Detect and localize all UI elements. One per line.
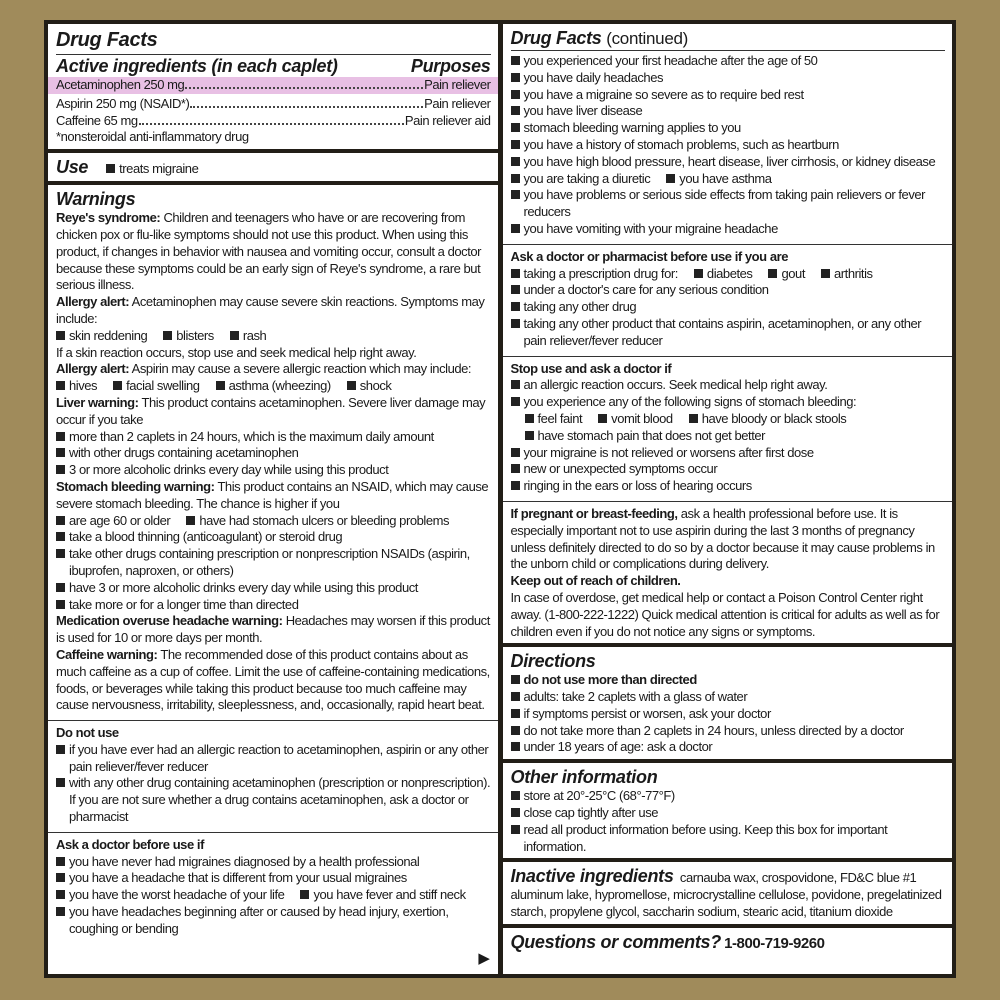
list-item-text: have bloody or black stools: [701, 410, 847, 426]
list-item: [511, 394, 946, 411]
warnings-heading: Warnings: [56, 189, 136, 210]
bullet-icon: [56, 873, 65, 882]
list-item: [56, 513, 170, 530]
list-item-text: do not use more than directed: [523, 672, 697, 688]
paragraph-lead: Medication overuse headache warning:: [56, 613, 283, 629]
list-item: [511, 377, 946, 394]
inline-list: [56, 887, 491, 904]
bullet-icon: [511, 448, 520, 457]
list-item-text: take other drugs containing prescription or nonprescription NSAIDs (aspirin, ibuprofen, naproxen, or others): [69, 546, 470, 578]
ingredient-purpose: Pain reliever: [424, 95, 491, 111]
other-information-content: [511, 788, 946, 855]
list-item-text: taking a prescription drug for:: [523, 265, 678, 281]
subsection-heading: Ask a doctor before use if: [48, 832, 498, 854]
list-item: [525, 411, 583, 428]
bullet-icon: [511, 90, 520, 99]
bullet-icon: [689, 414, 698, 423]
list-item-text: with other drugs containing acetaminophen: [69, 445, 299, 461]
inactive-ingredients-section: [503, 862, 953, 924]
paragraph-lead: Stomach bleeding warning:: [56, 478, 215, 494]
other-information-section: [503, 763, 953, 858]
list-item: [511, 171, 651, 188]
list-item: [511, 70, 946, 87]
list-item-text: if you have ever had an allergic reaction to acetaminophen, aspirin or any other pain reliever/fever reducer: [69, 741, 489, 774]
bullet-icon: [821, 269, 830, 278]
list-item-text: you have asthma: [679, 170, 772, 186]
paragraph-lead: Liver warning:: [56, 394, 139, 410]
bullet-icon: [230, 331, 239, 340]
ingredient-list: [56, 77, 491, 129]
list-item-text: under a doctor's care for any serious condition: [523, 282, 769, 298]
bullet-icon: [511, 481, 520, 490]
list-item: [113, 378, 199, 395]
bullet-icon: [56, 432, 65, 441]
warnings-content: [56, 210, 491, 937]
list-item: [666, 171, 771, 188]
left-column: [48, 24, 498, 974]
list-item-text: stomach bleeding warning applies to you: [523, 120, 741, 136]
use-item-text: treats migraine: [119, 161, 199, 177]
inline-list: [511, 266, 946, 283]
ingredient-name: Acetaminophen 250 mg: [56, 77, 185, 92]
bullet-icon: [511, 742, 520, 751]
list-item: [511, 221, 946, 238]
list-item-text: taking any other drug: [523, 299, 637, 315]
list-item-text: are age 60 or older: [69, 512, 171, 528]
bullet-icon: [56, 549, 65, 558]
paragraph: [511, 590, 946, 640]
list-item-text: you experienced your first headache after the age of 50: [523, 53, 818, 68]
list-item-text: you have fever and stiff neck: [313, 887, 466, 903]
list-item: [56, 904, 491, 938]
bullet-icon: [56, 600, 65, 609]
list-item-text: your migraine is not relieved or worsens after first dose: [523, 444, 814, 460]
list-item-text: have had stomach ulcers or bleeding problems: [199, 512, 450, 528]
subsection-heading: Stop use and ask a doctor if: [503, 356, 953, 378]
directions-content: [511, 672, 946, 756]
list-item: [768, 266, 805, 283]
bullet-icon: [56, 857, 65, 866]
paragraph-lead: Allergy alert:: [56, 361, 130, 377]
paragraph-text: Headaches may worsen if this product is used for 10 or more days per month.: [56, 613, 490, 646]
paragraph-text: The recommended dose of this product contains about as much caffeine as a cup of coffee. Limit the use of caffeine-containing medications, foods, or beverages while taking this product because too much caffeine may cause nervousness, irritability, sleeplessness, and, occasionally, rapid heart beat.: [56, 646, 490, 713]
list-item: [511, 154, 946, 171]
list-item: [525, 428, 766, 445]
list-item: [511, 120, 946, 137]
list-item-text: skin reddening: [69, 327, 148, 343]
list-item: [511, 316, 946, 350]
list-item: [511, 706, 946, 723]
bullet-icon: [511, 726, 520, 735]
paragraph: [56, 613, 491, 647]
bullet-icon: [511, 397, 520, 406]
questions-section: [503, 928, 953, 974]
list-item: [56, 854, 491, 871]
list-item: [511, 822, 946, 856]
bullet-icon: [511, 825, 520, 834]
list-item-text: have stomach pain that does not get better: [537, 427, 766, 443]
list-item-text: you have a headache that is different from your usual migraines: [69, 870, 407, 886]
list-item: [511, 266, 678, 283]
bullet-icon: [511, 791, 520, 800]
list-item: [56, 597, 491, 614]
dot-leader: [190, 106, 423, 108]
list-item: [511, 445, 946, 462]
paragraph-text: ask a health professional before use. It is especially important not to use aspirin during the last 3 months of pregnancy unless definitely directed to do so by a doctor because it may cause problems in the unborn child or complications during delivery.: [510, 505, 935, 572]
paragraph-lead: Caffeine warning:: [56, 646, 158, 662]
bullet-icon: [56, 465, 65, 474]
list-item: [347, 378, 392, 395]
list-item: [56, 445, 491, 462]
ingredient-purpose: Pain reliever: [424, 77, 491, 92]
list-item: [511, 299, 946, 316]
dot-leader: [185, 87, 423, 89]
list-item-text: take more or for a longer time than directed: [69, 596, 299, 612]
bullet-icon: [511, 675, 520, 684]
list-item-text: with any other drug containing acetaminophen (prescription or nonprescription). If you are not sure whether a drug contains acetaminophen, ask a doctor or pharmacist: [69, 775, 491, 825]
list-item-text: asthma (wheezing): [228, 378, 331, 394]
bullet-icon: [511, 56, 520, 65]
ingredient-row: [48, 77, 498, 94]
drug-facts-title: Drug Facts: [56, 29, 158, 51]
paragraph: [511, 573, 946, 590]
subsection-heading: Ask a doctor or pharmacist before use if you are: [503, 244, 953, 266]
continued-title: [511, 27, 946, 51]
bullet-icon: [216, 381, 225, 390]
bullet-icon: [186, 516, 195, 525]
list-item-text: vomit blood: [611, 410, 673, 426]
use-item: [106, 161, 198, 178]
paragraph: [56, 294, 491, 328]
questions-heading: Questions or comments?: [510, 932, 721, 953]
bullet-icon: [768, 269, 777, 278]
list-item-text: adults: take 2 caplets with a glass of water: [523, 689, 748, 705]
use-section: [48, 153, 498, 181]
paragraph-text: In case of overdose, get medical help or contact a Poison Control Center right away. (1-800-222-1222) Quick medical attention is critical for adults as well as for children even if you do not notice any signs or symptoms.: [510, 589, 940, 639]
footnote: *nonsteroidal anti-inflammatory drug: [56, 129, 249, 145]
list-item: [56, 529, 491, 546]
dot-leader: [139, 123, 404, 125]
bullet-icon: [525, 414, 534, 423]
inline-list: [56, 328, 491, 345]
ingredient-row: [56, 113, 491, 130]
inactive-ingredients-text: carnauba wax, crospovidone, FD&C blue #1 aluminum lake, hypromellose, microcrystalline cellulose, povidone, pregelatinized starch, propylene glycol, saccharin sodium, stearic acid, titanium dioxide: [510, 870, 942, 920]
bullet-icon: [511, 319, 520, 328]
continue-arrow-icon: ▶: [478, 950, 490, 968]
list-item: [511, 672, 946, 689]
list-item-text: arthritis: [834, 265, 873, 281]
inline-list: [56, 378, 491, 395]
drug-facts-panel: [44, 20, 956, 978]
list-item-text: you have daily headaches: [523, 69, 664, 85]
list-item: [821, 266, 873, 283]
list-item-text: feel faint: [537, 410, 583, 426]
bullet-icon: [106, 164, 115, 173]
subsection-heading: Do not use: [48, 720, 498, 742]
bullet-icon: [56, 583, 65, 592]
list-item: [598, 411, 673, 428]
list-item-text: you have a history of stomach problems, such as heartburn: [523, 136, 839, 152]
phone-number[interactable]: 1-800-719-9260: [724, 935, 825, 953]
paragraph-text: Acetaminophen may cause severe skin reactions. Symptoms may include:: [56, 294, 485, 326]
list-item-text: you have vomiting with your migraine headache: [523, 220, 778, 236]
list-item-text: under 18 years of age: ask a doctor: [523, 739, 713, 755]
list-item-text: an allergic reaction occurs. Seek medical help right away.: [523, 377, 828, 393]
list-item-text: if symptoms persist or worsen, ask your doctor: [523, 705, 771, 721]
list-item-text: take a blood thinning (anticoagulant) or steroid drug: [69, 529, 343, 545]
paragraph-lead: Keep out of reach of children.: [510, 573, 681, 589]
paragraph-lead: Reye's syndrome:: [56, 210, 161, 226]
bullet-icon: [598, 414, 607, 423]
ingredient-name: Aspirin 250 mg (NSAID*): [56, 95, 190, 111]
list-item-text: you have never had migraines diagnosed by a health professional: [69, 853, 420, 869]
bullet-icon: [56, 907, 65, 916]
list-item: [56, 580, 491, 597]
list-item: [56, 887, 284, 904]
list-item: [511, 788, 946, 805]
list-item: [56, 546, 491, 580]
bullet-icon: [511, 380, 520, 389]
ingredient-purpose: Pain reliever aid: [404, 112, 491, 128]
paragraph-text: Children and teenagers who have or are recovering from chicken pox or flu-like symptoms should not use this product. When using this product, if changes in behavior with nausea and vomiting occur, consult a doctor because these symptoms could be an early sign of Reye's syndrome, a rare but serious illness.: [56, 210, 482, 293]
other-information-heading: Other information: [510, 767, 658, 788]
list-item: [56, 328, 147, 345]
bullet-icon: [511, 140, 520, 149]
list-item: [511, 461, 946, 478]
bullet-icon: [511, 692, 520, 701]
paragraph-lead: If pregnant or breast-feeding,: [510, 505, 678, 521]
list-item-text: you are taking a diuretic: [523, 170, 651, 186]
bullet-icon: [511, 302, 520, 311]
paragraph: [56, 479, 491, 513]
bullet-icon: [666, 174, 675, 183]
purposes-heading: Purposes: [410, 56, 491, 76]
bullet-icon: [511, 73, 520, 82]
inline-list: [56, 513, 491, 530]
bullet-icon: [511, 808, 520, 817]
inline-list: [511, 428, 946, 445]
inactive-ingredients-heading: Inactive ingredients: [510, 866, 674, 887]
paragraph-lead: Allergy alert:: [56, 294, 130, 310]
list-item: [230, 328, 267, 345]
ingredient-name: Caffeine 65 mg: [56, 112, 138, 128]
bullet-icon: [511, 269, 520, 278]
list-item: [216, 378, 331, 395]
list-item: [186, 513, 449, 530]
list-item: [511, 187, 946, 221]
list-item: [511, 87, 946, 104]
list-item: [300, 887, 465, 904]
list-item-text: ringing in the ears or loss of hearing occurs: [523, 478, 752, 494]
continued-label: (continued): [606, 29, 688, 48]
list-item: [694, 266, 753, 283]
bullet-icon: [694, 269, 703, 278]
list-item-text: read all product information before using. Keep this box for important information.: [523, 821, 888, 854]
active-ingredients-heading: Active ingredients (in each caplet): [56, 56, 338, 76]
bullet-icon: [347, 381, 356, 390]
list-item-text: rash: [242, 327, 267, 343]
list-item-text: do not take more than 2 caplets in 24 hours, unless directed by a doctor: [523, 722, 904, 738]
list-item-text: you have a migraine so severe as to require bed rest: [523, 86, 804, 102]
bullet-icon: [511, 224, 520, 233]
bullet-icon: [56, 745, 65, 754]
paragraph: [511, 506, 946, 573]
bullet-icon: [300, 890, 309, 899]
active-ingredients-section: [48, 24, 498, 149]
list-item-text: new or unexpected symptoms occur: [523, 461, 718, 477]
bullet-icon: [511, 106, 520, 115]
bullet-icon: [511, 285, 520, 294]
inline-list: [511, 411, 946, 428]
bullet-icon: [56, 448, 65, 457]
list-item: [511, 103, 946, 120]
bullet-icon: [511, 709, 520, 718]
list-item: [511, 137, 946, 154]
use-heading: Use: [56, 157, 89, 178]
directions-heading: Directions: [510, 651, 596, 672]
list-item: [511, 805, 946, 822]
list-item-text: shock: [359, 378, 392, 394]
bullet-icon: [511, 174, 520, 183]
bullet-icon: [56, 381, 65, 390]
bullet-icon: [511, 157, 520, 166]
list-item: [56, 775, 491, 825]
list-item: [56, 429, 491, 446]
list-item-text: 3 or more alcoholic drinks every day while using this product: [69, 462, 389, 478]
bullet-icon: [56, 331, 65, 340]
list-item-text: facial swelling: [126, 378, 200, 394]
list-item-text: you have problems or serious side effects from taking pain relievers or fever reducers: [523, 187, 926, 220]
continued-section: [503, 24, 953, 643]
list-item: [689, 411, 847, 428]
paragraph-text: Aspirin may cause a severe allergic reaction which may include:: [131, 361, 472, 377]
directions-section: [503, 647, 953, 759]
paragraph-text: This product contains an NSAID, which may cause severe stomach bleeding. The chance is higher if you: [56, 478, 489, 511]
paragraph: [56, 210, 491, 294]
paragraph: [56, 345, 491, 362]
bullet-icon: [511, 464, 520, 473]
bullet-icon: [56, 778, 65, 787]
list-item-text: blisters: [176, 327, 214, 343]
right-column: [503, 24, 953, 974]
list-item: [56, 462, 491, 479]
bullet-icon: [525, 431, 534, 440]
paragraph-text: If a skin reaction occurs, stop use and seek medical help right away.: [56, 344, 417, 360]
list-item: [511, 53, 946, 70]
bullet-icon: [511, 123, 520, 132]
ingredient-row: [56, 96, 491, 113]
bullet-icon: [511, 190, 520, 199]
bullet-icon: [113, 381, 122, 390]
list-item: [56, 742, 491, 776]
list-item-text: gout: [781, 265, 805, 281]
paragraph: [56, 647, 491, 714]
list-item: [163, 328, 214, 345]
continued-content: [511, 53, 946, 640]
bullet-icon: [56, 532, 65, 541]
list-item-text: hives: [69, 378, 98, 394]
list-item-text: you have high blood pressure, heart disease, liver cirrhosis, or kidney disease: [523, 153, 936, 169]
list-item: [511, 282, 946, 299]
paragraph: [56, 361, 491, 378]
list-item: [511, 739, 946, 756]
paragraph: [56, 395, 491, 429]
list-item: [56, 870, 491, 887]
list-item-text: have 3 or more alcoholic drinks every day while using this product: [69, 579, 418, 595]
list-item-text: more than 2 caplets in 24 hours, which is the maximum daily amount: [69, 428, 434, 444]
warnings-section: [48, 185, 498, 974]
list-item: [511, 689, 946, 706]
bullet-icon: [56, 890, 65, 899]
list-item: [511, 723, 946, 740]
list-item: [511, 478, 946, 495]
list-item-text: you have the worst headache of your life: [69, 887, 285, 903]
bullet-icon: [163, 331, 172, 340]
list-item-text: you have liver disease: [523, 103, 643, 119]
list-item-text: close cap tightly after use: [523, 805, 659, 821]
bullet-icon: [56, 516, 65, 525]
list-item-text: taking any other product that contains aspirin, acetaminophen, or any other pain reliever/fever reducer: [523, 315, 922, 348]
list-item-text: diabetes: [706, 265, 753, 281]
list-item: [56, 378, 97, 395]
paragraph-text: This product contains acetaminophen. Severe liver damage may occur if you take: [56, 394, 486, 427]
active-ingredients-header: [56, 54, 491, 77]
list-item-text: store at 20°-25°C (68°-77°F): [523, 788, 675, 804]
inline-list: [511, 171, 946, 188]
drug-facts-title: Drug Facts: [510, 28, 602, 48]
list-item-text: you experience any of the following signs of stomach bleeding:: [523, 394, 857, 410]
list-item-text: you have headaches beginning after or caused by head injury, exertion, coughing or bending: [69, 904, 449, 936]
